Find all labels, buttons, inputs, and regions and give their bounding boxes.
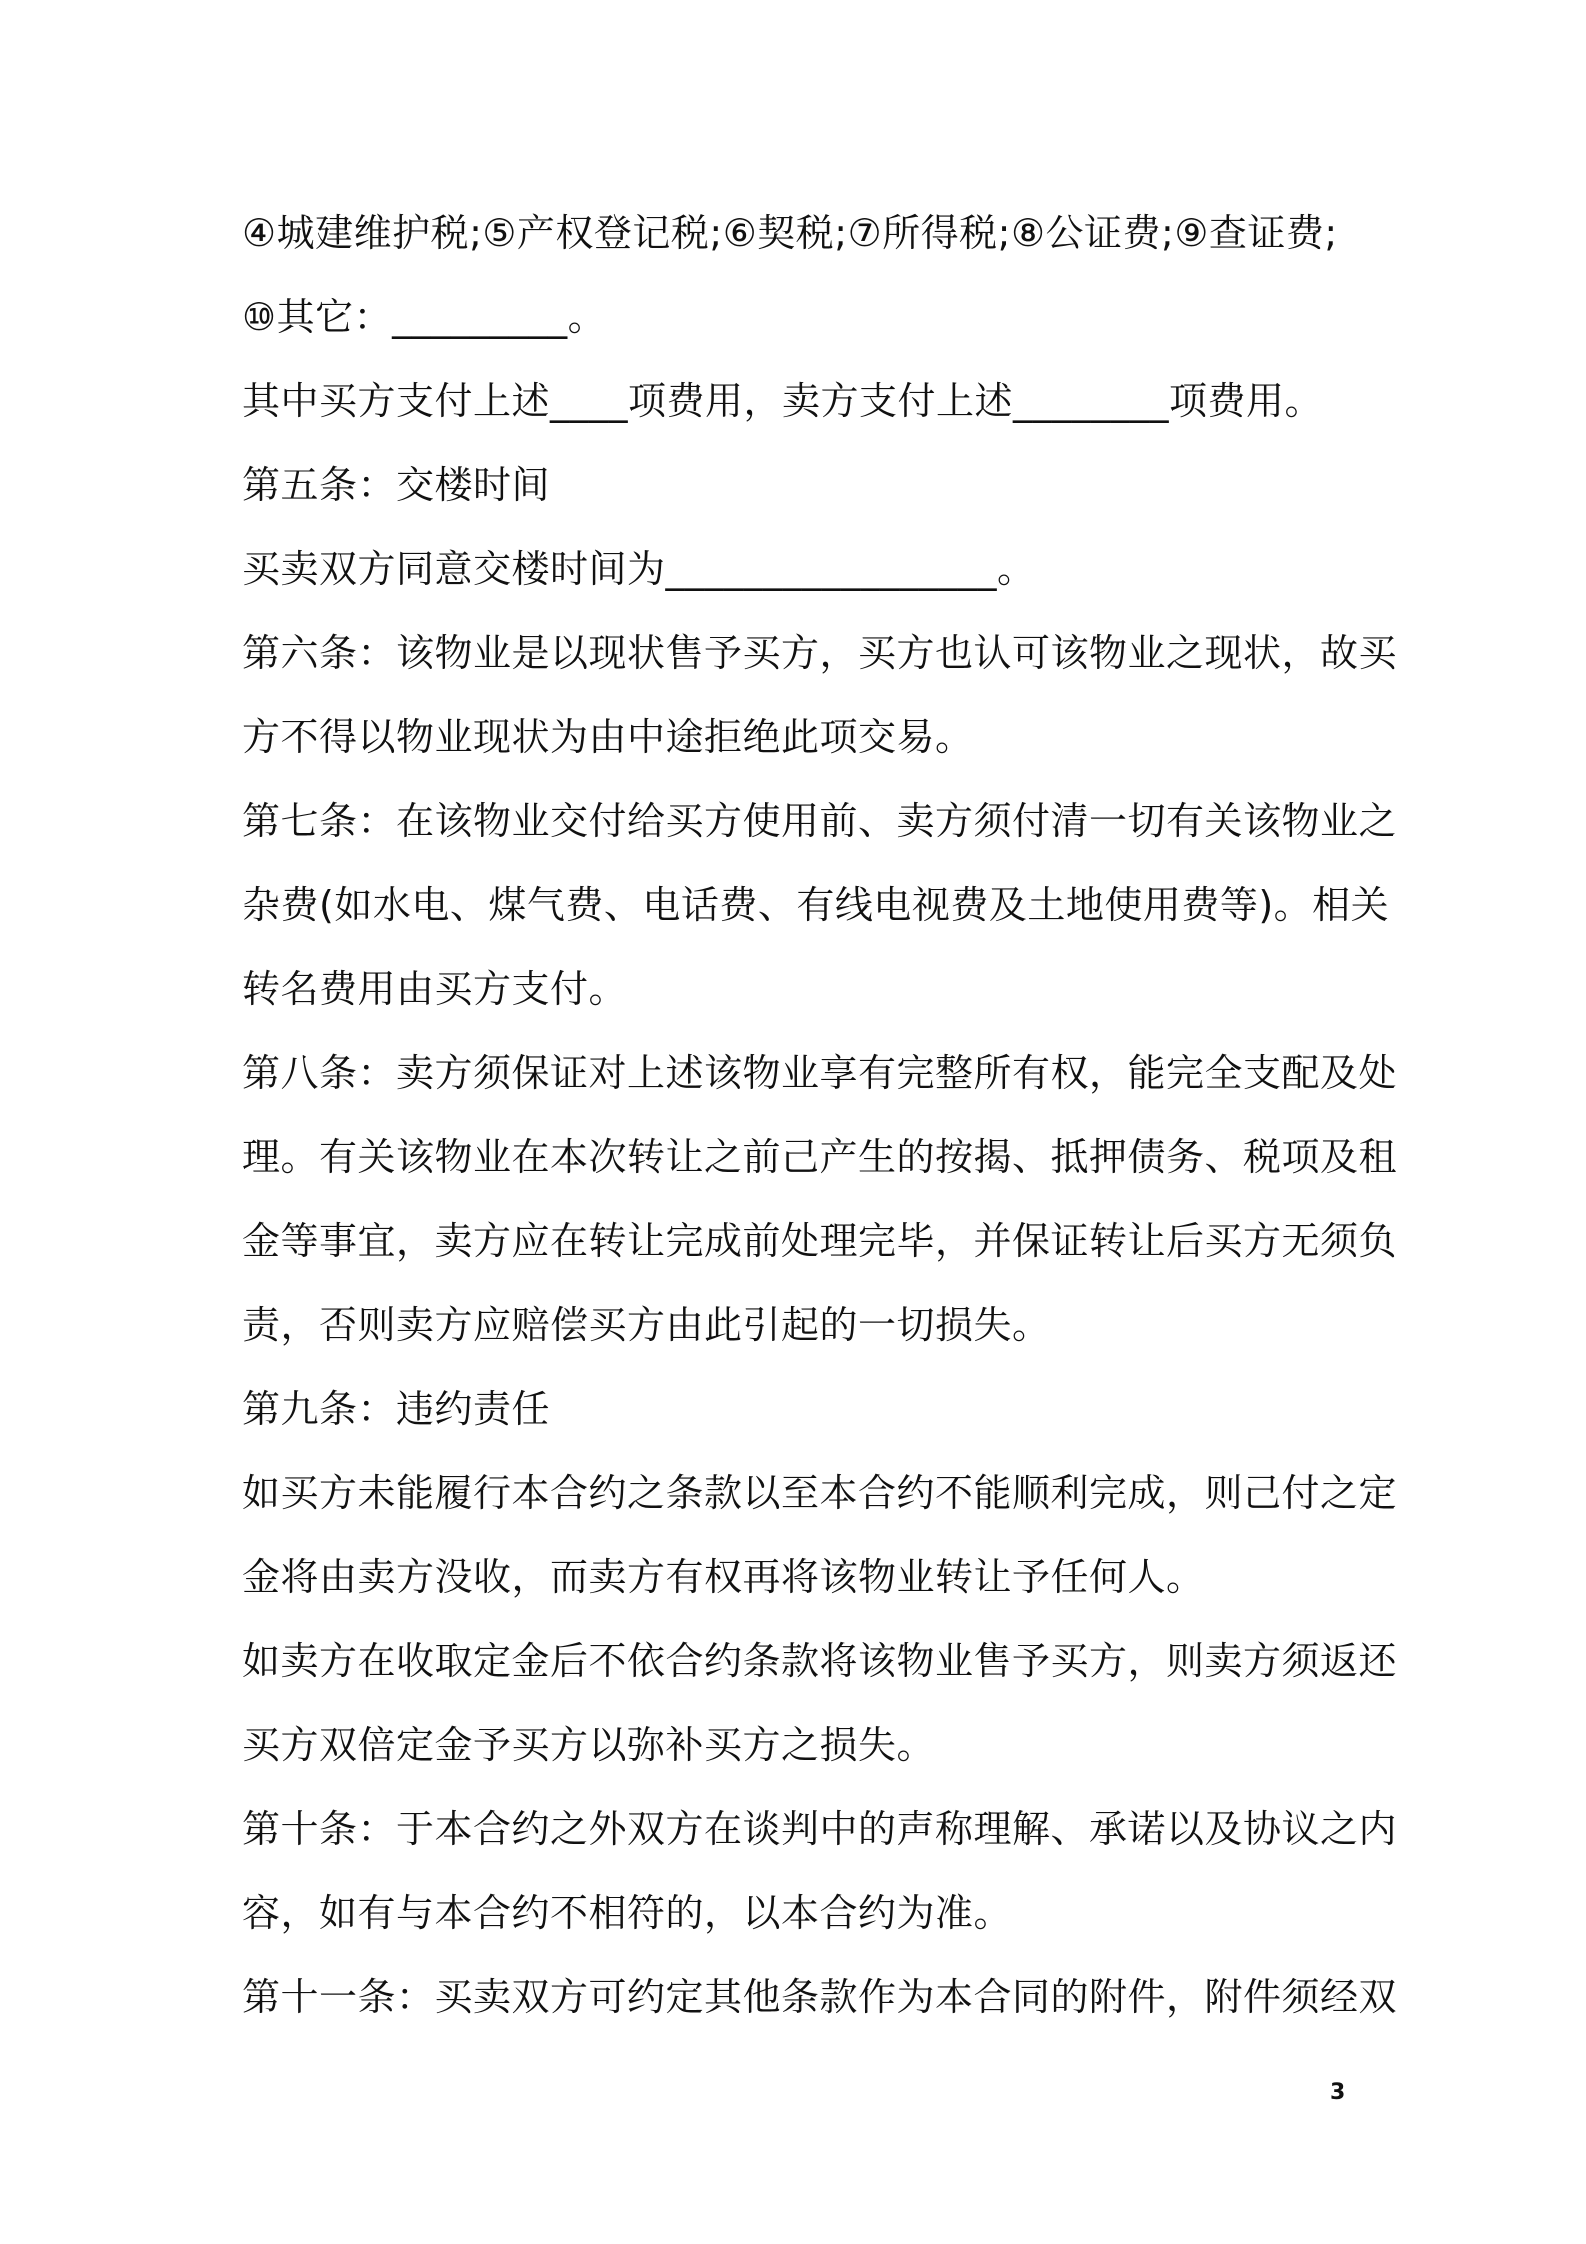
text-line: ⑩其它：_________。 <box>242 295 607 339</box>
text-line: 转名费用由买方支付。 <box>242 967 628 1011</box>
text-line: 理。有关该物业在本次转让之前己产生的按揭、抵押债务、税项及租 <box>242 1135 1398 1179</box>
text-line: 第十一条：买卖双方可约定其他条款作为本合同的附件，附件须经双 <box>242 1975 1398 2019</box>
text-line: 买卖双方同意交楼时间为_________________。 <box>242 547 1036 591</box>
text-line: 如卖方在收取定金后不依合约条款将该物业售予买方，则卖方须返还 <box>242 1639 1398 1683</box>
text-line: 杂费(如水电、煤气费、电话费、有线电视费及土地使用费等)。相关 <box>242 883 1390 927</box>
text-line: 责，否则卖方应赔偿买方由此引起的一切损失。 <box>242 1303 1051 1347</box>
text-line: 第六条：该物业是以现状售予买方，买方也认可该物业之现状，故买 <box>242 631 1398 675</box>
document-body <box>242 191 1398 2039</box>
text-line: 方不得以物业现状为由中途拒绝此项交易。 <box>242 715 974 759</box>
text-line: 如买方未能履行本合约之条款以至本合约不能顺利完成，则己付之定 <box>242 1471 1398 1515</box>
text-line: 金将由卖方没收，而卖方有权再将该物业转让予任何人。 <box>242 1555 1205 1599</box>
text-line: 其中买方支付上述____项费用，卖方支付上述________项费用。 <box>242 379 1324 423</box>
text-line: 容，如有与本合约不相符的，以本合约为准。 <box>242 1891 1013 1935</box>
text-line: 第八条：卖方须保证对上述该物业享有完整所有权，能完全支配及处 <box>242 1051 1398 1095</box>
page-number: 3 <box>1330 2080 1346 2105</box>
section-heading: 第九条：违约责任 <box>242 1387 551 1431</box>
text-line: 第七条：在该物业交付给买方使用前、卖方须付清一切有关该物业之 <box>242 799 1398 843</box>
section-heading: 第五条：交楼时间 <box>242 463 551 507</box>
text-line: 金等事宜，卖方应在转让完成前处理完毕，并保证转让后买方无须负 <box>242 1219 1398 1263</box>
text-line: ④城建维护税;⑤产权登记税;⑥契税;⑦所得税;⑧公证费;⑨查证费; <box>242 211 1338 255</box>
text-line: 买方双倍定金予买方以弥补买方之损失。 <box>242 1723 936 1767</box>
text-line: 第十条：于本合约之外双方在谈判中的声称理解、承诺以及协议之内 <box>242 1807 1398 1851</box>
